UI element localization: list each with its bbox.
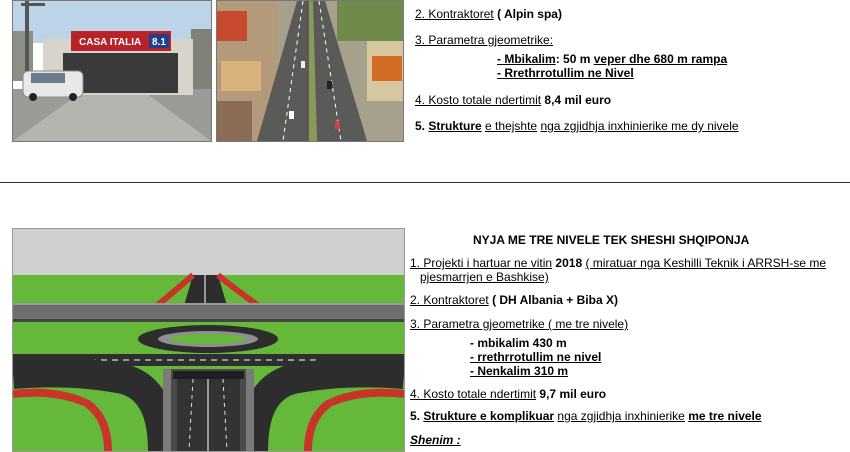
top-geometry-2: - Rrethrrotullim ne Nivel	[497, 66, 634, 80]
top-structure: 5. Strukture e thejshte nga zgjidhja inxhinierike me dy nivele	[415, 119, 739, 133]
bottom-text-block	[405, 228, 845, 450]
sign-number: 8.1	[152, 37, 166, 48]
bottom-contractor: 2. Kontraktoret ( DH Albania + Biba X)	[410, 293, 618, 307]
bottom-project-line2: pjesmarrjen e Bashkise)	[420, 270, 549, 284]
underpass-photo	[12, 0, 212, 142]
bottom-cost: 4. Kosto totale ndertimit 9,7 mil euro	[410, 387, 607, 401]
note-label: Shenim :	[410, 433, 461, 447]
highway-aerial-photo	[216, 0, 404, 142]
top-geometry-label: 3. Parametra gjeometrike:	[415, 33, 554, 47]
section-divider	[0, 182, 850, 183]
interchange-title: NYJA ME TRE NIVELE TEK SHESHI SHQIPONJA	[473, 233, 750, 247]
bottom-structure: 5. Strukture e komplikuar nga zgjidhja inxhinierike me tre nivele	[410, 409, 762, 423]
highway-illustration	[217, 1, 403, 141]
bottom-geometry-3: - Nenkalim 310 m	[470, 364, 569, 378]
top-cost: 4. Kosto totale ndertimit 8,4 mil euro	[415, 93, 612, 107]
underpass-illustration	[13, 1, 211, 141]
bottom-project-line1: 1. Projekti i hartuar ne vitin 2018 ( miratuar nga Keshilli Teknik i ARRSH-se me	[410, 256, 826, 270]
top-contractor: 2. Kontraktoret ( Alpin spa)	[415, 7, 562, 21]
top-text-block	[412, 0, 842, 140]
bottom-geometry-2: - rrethrrotullim ne nivel	[470, 350, 602, 364]
bottom-geometry-1: - mbikalim 430 m	[470, 336, 567, 350]
sign-text: CASA ITALIA	[79, 37, 142, 48]
top-geometry-1: - Mbikalim: 50 m veper dhe 680 m rampa	[497, 52, 728, 66]
interchange-render	[12, 228, 405, 452]
bottom-geometry-label: 3. Parametra gjeometrike ( me tre nivele)	[410, 317, 629, 331]
interchange-illustration	[13, 229, 404, 451]
